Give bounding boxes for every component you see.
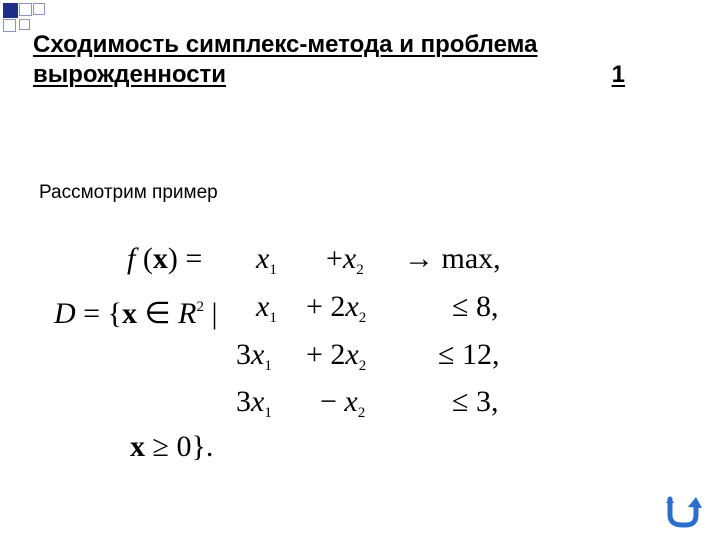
- return-button[interactable]: [664, 495, 702, 529]
- formula-row4-c1: $3x_1$: [236, 385, 272, 421]
- intro-text: Рассмотрим пример: [39, 182, 218, 203]
- formula-row4-c3: ≤ 3,: [452, 385, 499, 418]
- formula-row1-lhs: f (x) =: [127, 242, 203, 275]
- title-line-1: Сходимость симплекс-метода и проблема: [33, 31, 538, 58]
- corner-square-outline-2: [3, 19, 16, 32]
- page-number: 1: [611, 61, 625, 88]
- formula-row4-c2: − $x_2$: [320, 385, 366, 421]
- formula-row5-lhs: x ≥ 0}.: [130, 430, 214, 463]
- formula-row1-c1: $x_1$: [256, 242, 277, 278]
- formula-row2-c3: ≤ 8,: [452, 290, 499, 323]
- formula-row2-c1: $x_1$: [256, 290, 277, 326]
- formula-row3-c2: + $2x_2$: [306, 338, 367, 374]
- corner-square-filled-1: [3, 3, 18, 18]
- formula-row3-c1: $3x_1$: [236, 338, 272, 374]
- return-arrow-icon: [664, 495, 702, 529]
- title-line-2: [33, 60, 627, 90]
- formula-row1-c2: $+x_2$: [326, 242, 364, 278]
- slide-title: [33, 30, 627, 90]
- title-text: вырожденности: [33, 61, 227, 88]
- formula-row2-lhs: D = {x ∈ $R^2$ |: [54, 297, 218, 330]
- formula-row2-c2: + $2x_2$: [306, 290, 367, 326]
- formula-row1-c3: → max,: [404, 242, 501, 275]
- formula-row3-c3: ≤ 12,: [438, 338, 500, 371]
- corner-square-outline-4: [19, 19, 30, 30]
- corner-square-outline-1: [19, 3, 32, 16]
- corner-square-outline-3: [33, 3, 45, 15]
